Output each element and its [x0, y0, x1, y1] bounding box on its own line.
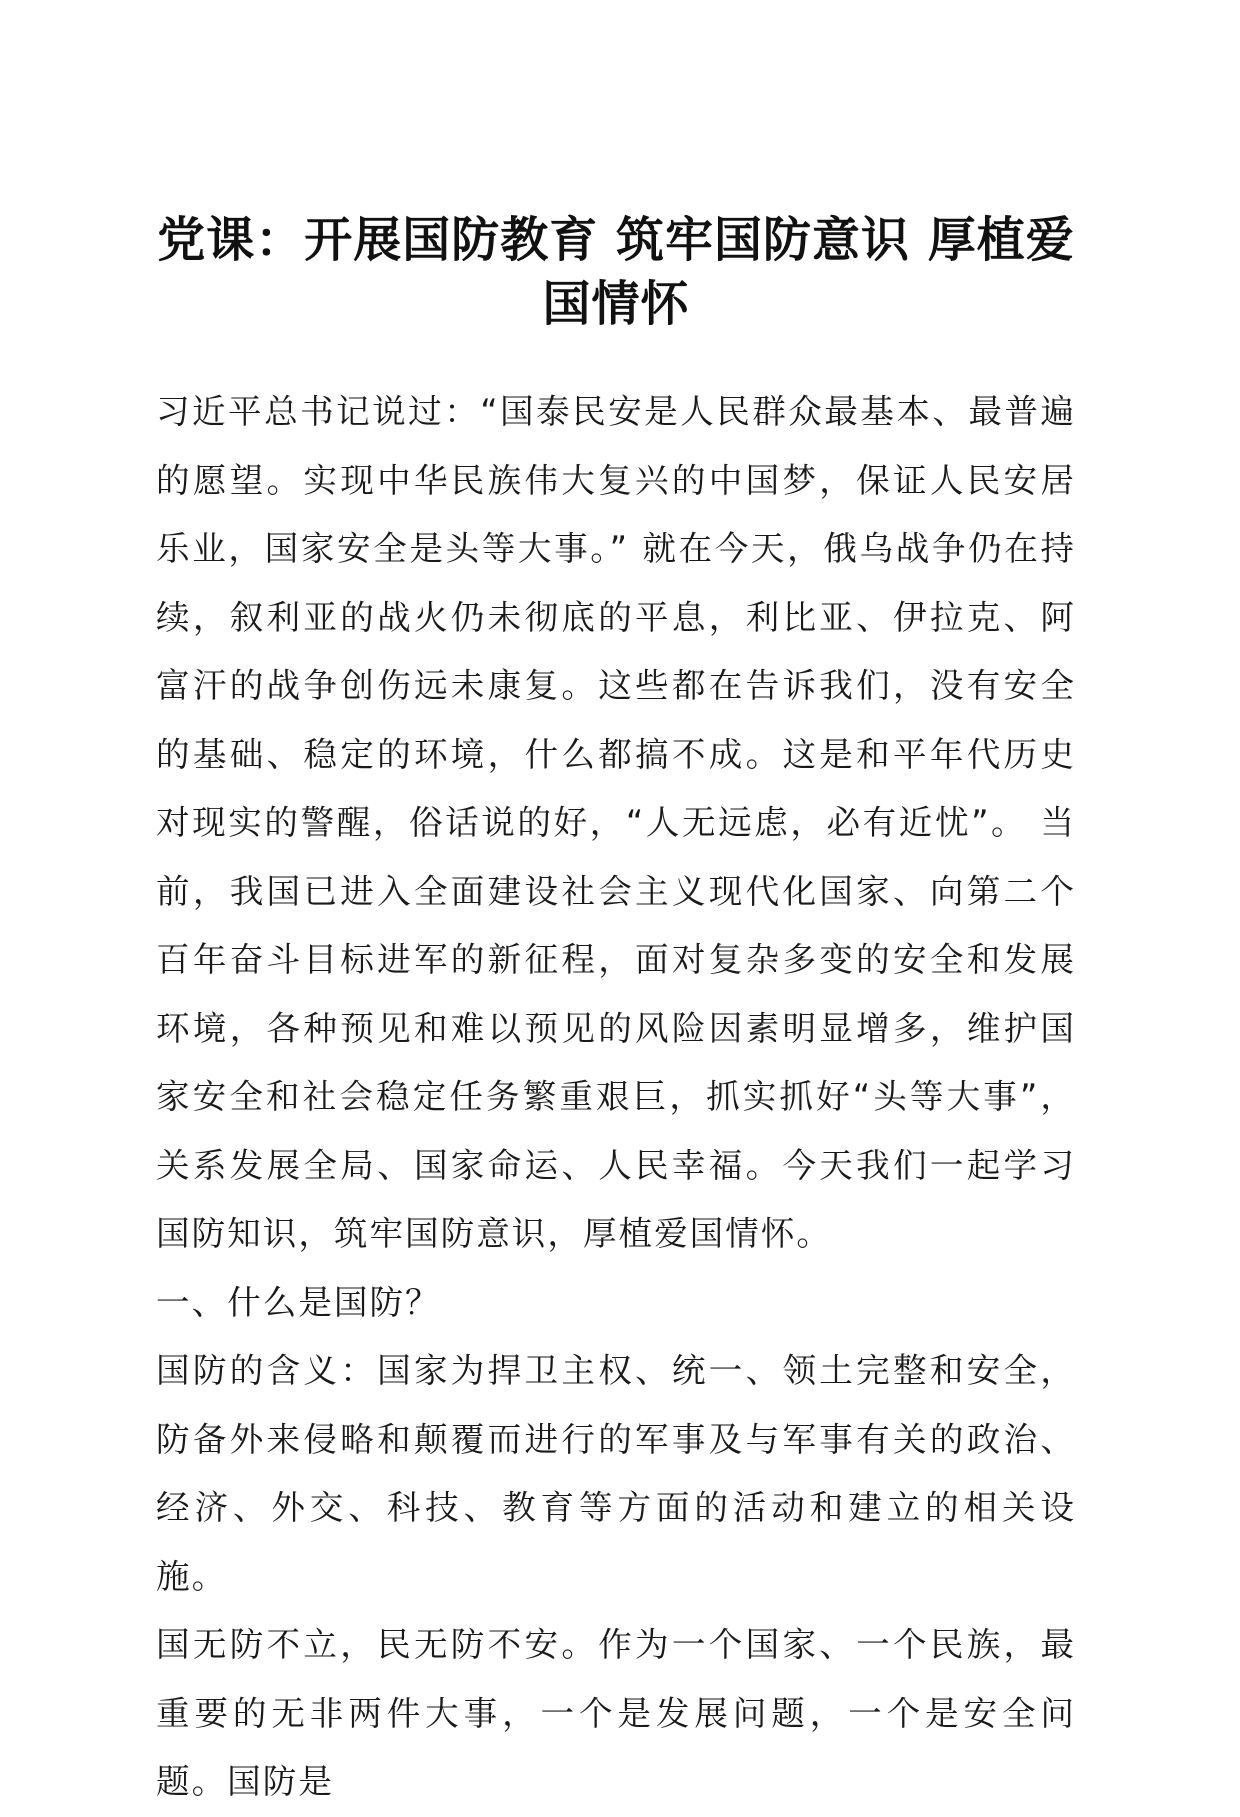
document-title: 党课：开展国防教育 筑牢国防意识 厚植爱国情怀	[157, 212, 1075, 332]
body-paragraph: 国无防不立，民无防不安。作为一个国家、一个民族，最重要的无非两件大事，一个是发展问题，一个是安全问题。国防是	[156, 1625, 1076, 1801]
definition-paragraph: 国防的含义：国家为捍卫主权、统一、领土完整和安全，防备外来侵略和颠覆而进行的军事及与军事有关的政治、经济、外交、科技、教育等方面的活动和建立的相关设施。	[156, 1351, 1076, 1596]
document-body	[156, 378, 1076, 1817]
intro-paragraph: 习近平总书记说过：“国泰民安是人民群众最基本、最普遍的愿望。实现中华民族伟大复兴的中国梦，保证人民安居乐业，国家安全是头等大事。” 就在今天，俄乌战争仍在持续，叙利亚的战火仍未彻底的平息，利比亚、伊拉克、阿富汗的战争创伤远未康复。这些都在告诉我们，没有安全的基础、稳定的环境，什么都搞不成。这是和平年代历史对现实的警醒，俗话说的好，“人无远虑，必有近忧”。 当前，我国已进入全面建设社会主义现代化国家、向第二个百年奋斗目标进军的新征程，面对复杂多变的安全和发展环境，各种预见和难以预见的风险因素明显增多，维护国家安全和社会稳定任务繁重艰巨，抓实抓好“头等大事”，关系发展全局、国家命运、人民幸福。今天我们一起学习国防知识，筑牢国防意识，厚植爱国情怀。	[156, 392, 1076, 1253]
section-heading: 一、什么是国防？	[156, 1282, 441, 1322]
